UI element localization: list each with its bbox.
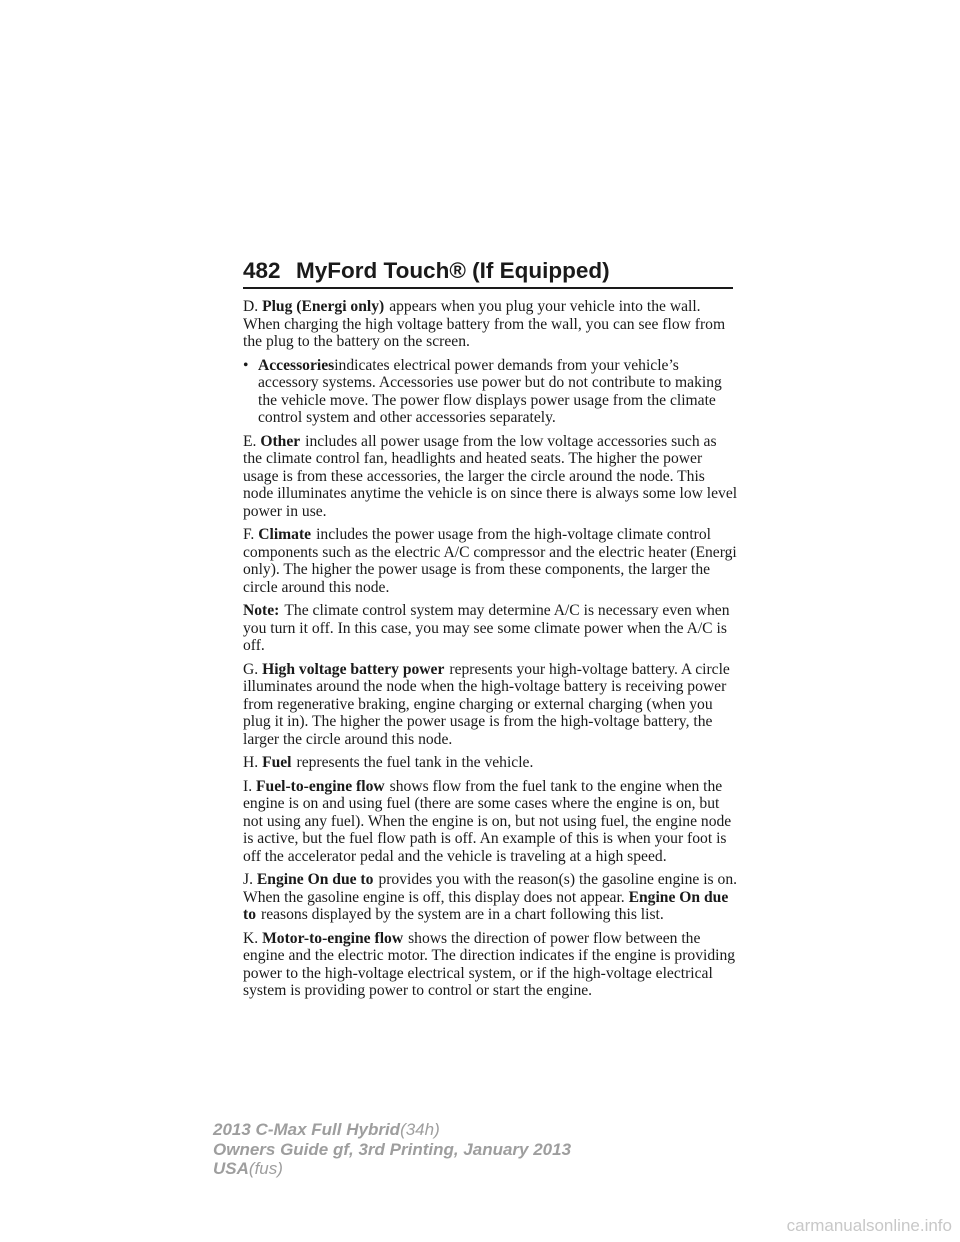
item-h (243, 754, 738, 772)
item-term: High voltage battery power (262, 660, 445, 678)
bullet-icon: • (243, 356, 249, 374)
watermark: carmanualsonline.info (786, 1216, 952, 1235)
header-rule (243, 287, 733, 289)
footer-model-line (213, 1120, 571, 1140)
item-prefix: I. (243, 777, 256, 795)
item-description-continued: reasons displayed by the system are in a chart following this list. (261, 906, 664, 923)
item-j (243, 871, 738, 924)
note-text: The climate control system may determine A/C is necessary even when you turn it off. In this case, you may see some climate power when the A/C is off. (243, 602, 730, 654)
item-f (243, 526, 738, 596)
item-term: Motor-to-engine flow (262, 929, 404, 947)
footer-market-line (213, 1159, 571, 1179)
footer-market: USA (213, 1159, 249, 1178)
item-prefix: K. (243, 929, 263, 947)
item-e (243, 433, 738, 521)
note (243, 602, 738, 655)
item-i (243, 778, 738, 866)
body-text (243, 298, 738, 1006)
bullet-accessories (243, 357, 738, 427)
item-term: Accessories (258, 356, 335, 374)
item-description: provides you with the reason(s) the gasoline engine is on. When the gasoline engine is off, this display does not appear. (243, 871, 738, 906)
item-prefix: H. (243, 754, 263, 771)
item-term: Fuel (262, 754, 292, 771)
item-term: Plug (Energi only) (262, 298, 385, 315)
item-description: indicates electrical power demands from your vehicle’s accessory systems. Accessories use power but do not contribute to making the vehicle move. The power flow displays power usage from the climate control system and other accessories separately. (258, 356, 722, 426)
item-d (243, 298, 738, 351)
item-term: Climate (258, 526, 312, 543)
item-description: represents the fuel tank in the vehicle. (296, 754, 534, 771)
footer-model-code: (34h) (400, 1120, 440, 1139)
item-description: includes all power usage from the low voltage accessories such as the climate control fan, headlights and heated seats. The higher the power usage is from these accessories, the larger the circle around the node. This node illuminates anytime the vehicle is on since there is always some low level power in use. (243, 432, 738, 520)
note-label: Note: (243, 602, 280, 619)
item-description: shows the direction of power flow between the engine and the electric motor. The direction indicates if the engine is providing power to the high-voltage electrical system, or if the high-voltage electrical system is providing power to control or start the engine. (243, 929, 736, 999)
page-header (243, 257, 733, 291)
page-footer (213, 1120, 571, 1179)
item-term: Engine On due to (256, 871, 374, 888)
item-term: Other (260, 432, 301, 450)
footer-model: 2013 C-Max Full Hybrid (213, 1120, 401, 1139)
item-prefix: E. (243, 432, 261, 450)
item-description: includes the power usage from the high-voltage climate control components such as the electric A/C compressor and the electric heater (Energi only). The higher the power usage is from these components, the larger the circle around this node. (243, 526, 737, 596)
item-prefix: D. (243, 298, 263, 315)
section-title: MyFord Touch® (If Equipped) (296, 258, 610, 283)
item-prefix: J. (243, 871, 257, 888)
item-description: shows flow from the fuel tank to the engine when the engine is on and using fuel (there are some cases where the engine is on, but not using any fuel). When the engine is on, but not using fuel, the engine node is active, but the fuel flow path is off. An example of this is when your foot is off the accelerator pedal and the vehicle is traveling at a high speed. (243, 777, 732, 865)
item-k (243, 930, 738, 1000)
item-description: represents your high-voltage battery. A circle illuminates around the node when the high-voltage battery is receiving power from regenerative braking, engine charging or external charging (when you plug it in). The higher the power usage is from the high-voltage battery, the larger the circle around this node. (243, 660, 730, 748)
item-prefix: G. (243, 660, 263, 678)
footer-guide: Owners Guide gf, 3rd Printing, January 2013 (213, 1139, 572, 1159)
item-term-repeat: Engine On due to (243, 888, 729, 923)
item-term: Fuel-to-engine flow (256, 777, 385, 795)
item-description: appears when you plug your vehicle into the wall. When charging the high voltage battery from the wall, you can see flow from the plug to the battery on the screen. (243, 298, 726, 350)
item-prefix: F. (243, 526, 259, 543)
footer-market-code: (fus) (248, 1159, 283, 1178)
item-g (243, 661, 738, 749)
footer-guide-line (213, 1140, 571, 1160)
page-number: 482 (243, 258, 281, 283)
